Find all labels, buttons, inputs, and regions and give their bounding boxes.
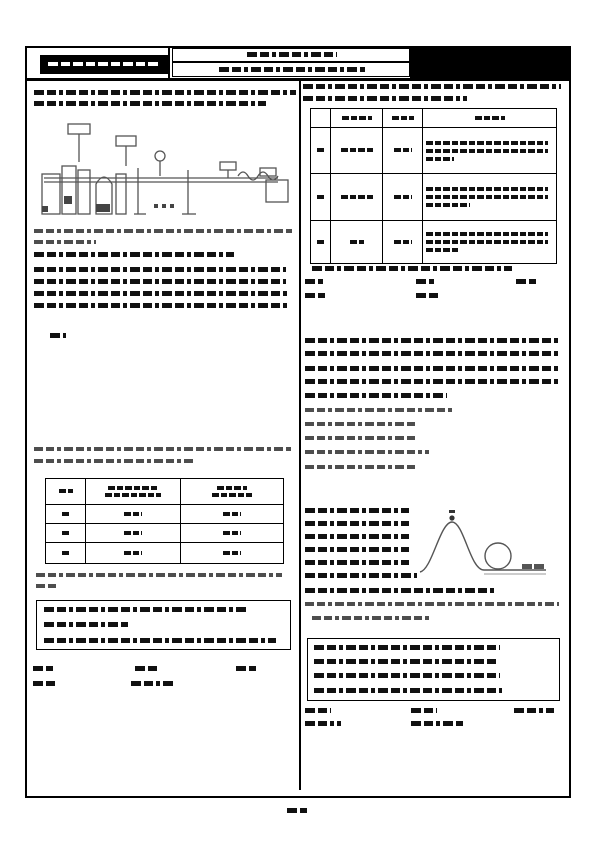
table-header-row bbox=[311, 109, 557, 128]
question-stem-line bbox=[34, 447, 291, 451]
answer-mark bbox=[50, 333, 66, 338]
table-header-cell bbox=[311, 109, 331, 128]
table-cell bbox=[181, 543, 284, 564]
answer-choice bbox=[33, 681, 55, 686]
table-header-cell bbox=[331, 109, 383, 128]
left-data-table bbox=[45, 478, 284, 564]
question-text-line bbox=[36, 584, 58, 588]
question-text-line bbox=[305, 588, 495, 593]
table-row bbox=[311, 174, 557, 221]
question-text-line bbox=[305, 602, 559, 606]
answer-choice bbox=[305, 293, 325, 298]
table-header-cell bbox=[181, 479, 284, 505]
table-header-cell bbox=[383, 109, 423, 128]
table-cell bbox=[181, 524, 284, 543]
table-cell bbox=[383, 174, 423, 221]
table-cell bbox=[46, 543, 86, 564]
header-separator bbox=[168, 48, 170, 80]
question-text-line bbox=[34, 267, 286, 272]
header-title-text bbox=[247, 52, 337, 57]
column-divider bbox=[299, 80, 301, 790]
table-cell bbox=[423, 128, 557, 174]
question-text-line bbox=[34, 279, 286, 284]
question-stem-line bbox=[305, 521, 409, 526]
question-stem-line bbox=[305, 366, 561, 371]
header-subtitle-text bbox=[219, 67, 365, 72]
table-cell bbox=[423, 174, 557, 221]
answer-choice bbox=[411, 708, 437, 713]
question-stem-line bbox=[305, 547, 409, 552]
answer-choice bbox=[305, 721, 341, 726]
option-line bbox=[44, 622, 128, 627]
option-line bbox=[44, 607, 249, 612]
table-cell bbox=[311, 174, 331, 221]
answer-choice bbox=[33, 666, 53, 671]
question-stem-line bbox=[303, 84, 561, 89]
answer-choice bbox=[516, 279, 536, 284]
table-cell bbox=[383, 128, 423, 174]
apparatus-diagram bbox=[38, 118, 294, 224]
table-cell bbox=[181, 505, 284, 524]
question-text-line bbox=[34, 252, 234, 257]
answer-choice bbox=[514, 708, 554, 713]
question-stem-line bbox=[305, 508, 409, 513]
table-header-cell bbox=[46, 479, 86, 505]
option-line bbox=[314, 645, 500, 650]
question-stem-line bbox=[303, 96, 467, 101]
answer-choice bbox=[416, 279, 434, 284]
header-right-block bbox=[410, 48, 569, 80]
option-line bbox=[314, 688, 502, 693]
question-text-line bbox=[312, 616, 432, 620]
table-header-cell bbox=[86, 479, 181, 505]
question-stem-line bbox=[34, 459, 196, 463]
header-subtitle-box bbox=[172, 62, 410, 77]
option-line bbox=[314, 659, 496, 664]
header-label-box bbox=[40, 55, 168, 74]
question-stem-line bbox=[305, 573, 417, 578]
question-stem-line bbox=[305, 351, 561, 356]
question-text-line bbox=[34, 291, 290, 296]
header-label-text bbox=[48, 62, 158, 66]
question-text-line bbox=[305, 450, 429, 454]
header-title-box bbox=[172, 48, 410, 62]
answer-choice bbox=[131, 681, 175, 686]
question-text-line bbox=[305, 422, 417, 426]
table-cell bbox=[46, 524, 86, 543]
table-row bbox=[46, 505, 284, 524]
right-data-table bbox=[310, 108, 557, 264]
question-stem-line bbox=[305, 379, 561, 384]
page-number bbox=[287, 808, 307, 813]
table-cell bbox=[311, 221, 331, 264]
question-text-line bbox=[305, 436, 417, 440]
table-cell bbox=[86, 543, 181, 564]
answer-choice bbox=[411, 721, 463, 726]
table-cell bbox=[86, 505, 181, 524]
table-cell bbox=[331, 128, 383, 174]
question-text-line bbox=[36, 573, 282, 577]
answer-choice bbox=[305, 279, 323, 284]
answer-choice bbox=[416, 293, 438, 298]
table-header-row bbox=[46, 479, 284, 505]
answer-choice bbox=[236, 666, 256, 671]
table-cell bbox=[423, 221, 557, 264]
table-cell bbox=[86, 524, 181, 543]
question-text-line bbox=[305, 408, 455, 412]
table-cell bbox=[311, 128, 331, 174]
table-cell bbox=[331, 221, 383, 264]
question-text-line bbox=[34, 240, 96, 244]
question-stem-line bbox=[34, 90, 296, 95]
question-text-line bbox=[305, 465, 417, 469]
table-cell bbox=[46, 505, 86, 524]
table-row bbox=[311, 128, 557, 174]
question-stem-line bbox=[305, 393, 447, 398]
option-line bbox=[44, 638, 276, 643]
table-header-cell bbox=[423, 109, 557, 128]
table-row bbox=[46, 543, 284, 564]
question-stem-line bbox=[305, 534, 409, 539]
answer-choice bbox=[135, 666, 157, 671]
table-row bbox=[46, 524, 284, 543]
question-text-line bbox=[312, 266, 512, 271]
question-text-line bbox=[34, 303, 290, 308]
question-stem-line bbox=[305, 560, 409, 565]
answer-choice bbox=[305, 708, 331, 713]
loop-track-diagram bbox=[418, 510, 548, 582]
option-line bbox=[314, 673, 500, 678]
table-cell bbox=[383, 221, 423, 264]
table-row bbox=[311, 221, 557, 264]
question-text-line bbox=[34, 229, 292, 233]
question-stem-line bbox=[305, 338, 561, 343]
table-cell bbox=[331, 174, 383, 221]
header-rule bbox=[25, 78, 571, 81]
question-stem-line bbox=[34, 101, 266, 106]
